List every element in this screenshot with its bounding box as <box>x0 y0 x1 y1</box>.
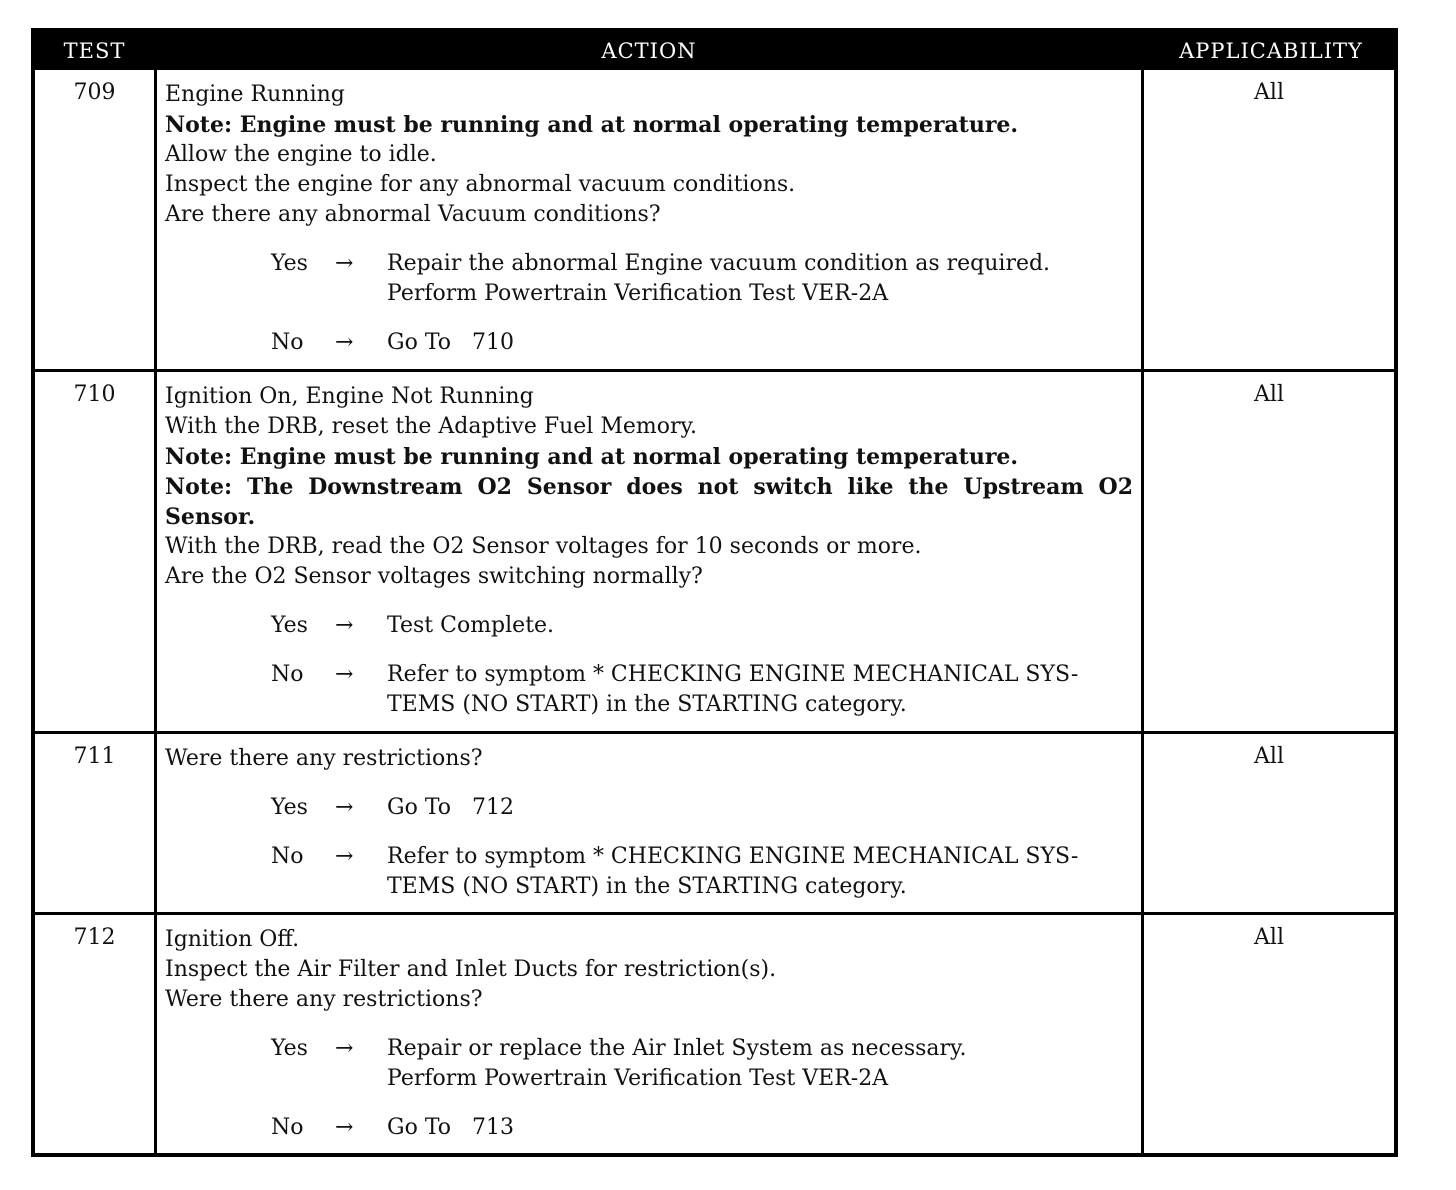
test-number: 712 <box>73 925 116 950</box>
response-label: Yes <box>271 251 308 276</box>
table-row-712 <box>35 915 1394 1153</box>
response-label: Yes <box>271 613 308 638</box>
response-yes <box>165 611 1133 641</box>
response-yes <box>165 1034 1133 1094</box>
table-row-709 <box>35 70 1394 372</box>
action-line: Inspect the engine for any abnormal vacuum conditions. <box>165 172 796 197</box>
response-text: Test Complete. <box>387 613 555 638</box>
diagnostic-table <box>31 28 1398 1157</box>
response-yes <box>165 249 1133 309</box>
action-line: With the DRB, reset the Adaptive Fuel Memory. <box>165 414 697 439</box>
response-text: Go To 712 <box>387 795 514 820</box>
test-number: 709 <box>73 80 116 105</box>
action-line: Are the O2 Sensor voltages switching normally? <box>165 564 703 589</box>
response-text: Refer to symptom * CHECKING ENGINE MECHANICAL SYS- <box>387 662 1079 687</box>
header-test: TEST <box>63 39 126 63</box>
response-text: Repair or replace the Air Inlet System as necessary. <box>387 1036 967 1061</box>
response-text: TEMS (NO START) in the STARTING category. <box>387 692 907 717</box>
action-line: Engine Running <box>165 82 345 107</box>
note-line: Note: The Downstream O2 Sensor does not switch like the Upstream O2 Sensor. <box>165 474 1133 530</box>
action-line: Were there any restrictions? <box>165 987 483 1012</box>
response-no <box>165 842 1133 902</box>
action-cell <box>154 915 1144 1153</box>
action-cell <box>154 372 1144 731</box>
response-label: Yes <box>271 795 308 820</box>
note-line: Note: Engine must be running and at normal operating temperature. <box>165 112 1019 138</box>
response-text: Repair the abnormal Engine vacuum condition as required. <box>387 251 1051 276</box>
arrow-icon: → <box>335 844 354 869</box>
response-text: Go To 713 <box>387 1115 514 1140</box>
arrow-icon: → <box>335 330 354 355</box>
action-line: Were there any restrictions? <box>165 746 483 771</box>
arrow-icon: → <box>335 1036 354 1061</box>
response-text: Perform Powertrain Verification Test VER-2A <box>387 281 889 306</box>
table-header <box>35 32 1394 70</box>
response-label: No <box>271 330 304 355</box>
response-text: TEMS (NO START) in the STARTING category. <box>387 874 907 899</box>
note-line: Note: Engine must be running and at normal operating temperature. <box>165 444 1019 470</box>
table-row-710 <box>35 372 1394 734</box>
response-no <box>165 660 1133 720</box>
header-applicability: APPLICABILITY <box>1179 39 1363 63</box>
response-text: Refer to symptom * CHECKING ENGINE MECHANICAL SYS- <box>387 844 1079 869</box>
action-line: Are there any abnormal Vacuum conditions? <box>165 202 661 227</box>
action-line: With the DRB, read the O2 Sensor voltages for 10 seconds or more. <box>165 534 922 559</box>
applicability-value: All <box>1254 382 1284 407</box>
test-number: 711 <box>73 744 116 769</box>
response-label: Yes <box>271 1036 308 1061</box>
response-text: Go To 710 <box>387 330 514 355</box>
action-cell <box>154 734 1144 912</box>
response-text: Perform Powertrain Verification Test VER-2A <box>387 1066 889 1091</box>
action-cell <box>154 70 1144 369</box>
response-no <box>165 328 1133 358</box>
action-line: Ignition On, Engine Not Running <box>165 384 534 409</box>
table-row-711 <box>35 734 1394 915</box>
arrow-icon: → <box>335 795 354 820</box>
applicability-value: All <box>1254 80 1284 105</box>
response-no <box>165 1113 1133 1143</box>
arrow-icon: → <box>335 662 354 687</box>
header-action: ACTION <box>601 39 697 63</box>
applicability-value: All <box>1254 744 1284 769</box>
response-label: No <box>271 662 304 687</box>
arrow-icon: → <box>335 1115 354 1140</box>
arrow-icon: → <box>335 613 354 638</box>
response-yes <box>165 793 1133 823</box>
action-line: Inspect the Air Filter and Inlet Ducts for restriction(s). <box>165 957 777 982</box>
action-line: Allow the engine to idle. <box>165 142 437 167</box>
applicability-value: All <box>1254 925 1284 950</box>
response-label: No <box>271 1115 304 1140</box>
response-label: No <box>271 844 304 869</box>
arrow-icon: → <box>335 251 354 276</box>
test-number: 710 <box>73 382 116 407</box>
action-line: Ignition Off. <box>165 927 300 952</box>
